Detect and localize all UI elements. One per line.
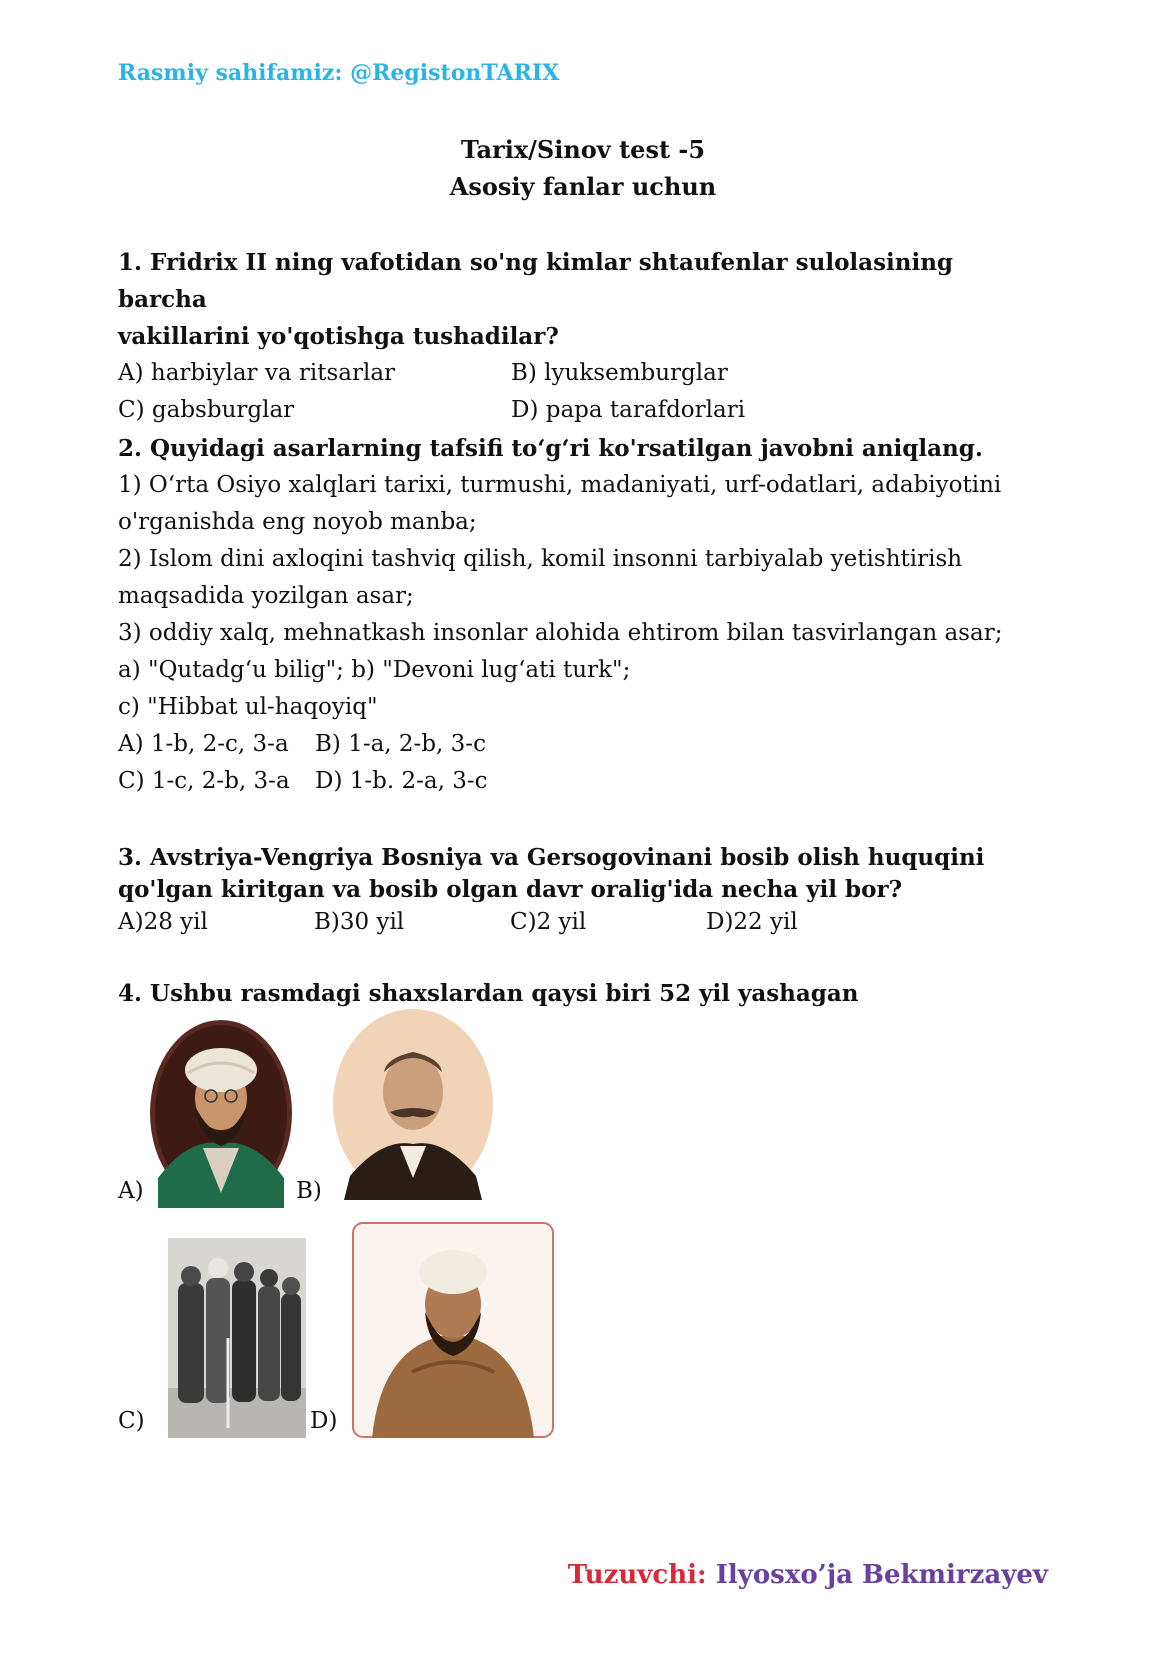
question-1-option-b: B) lyuksemburglar <box>511 360 728 386</box>
question-3-option-d: D)22 yil <box>706 909 798 935</box>
question-1-option-c: C) gabsburglar <box>118 397 295 423</box>
group-photo-c-image <box>168 1238 306 1438</box>
question-3 <box>118 842 1048 938</box>
question-4-text: 4. Ushbu rasmdagi shaxslardan qaysi biri 52 yil yashagan <box>118 980 859 1007</box>
photo-c-label: C) <box>118 1408 145 1434</box>
question-3-option-b: B)30 yil <box>314 909 405 935</box>
question-2-text: 2. Quyidagi asarlarning tafsifi to‘g‘ri ko'rsatilgan javobni aniqlang. <box>118 435 983 462</box>
portrait-a-label: A) <box>118 1178 144 1204</box>
question-3-text: 3. Avstriya-Vengriya Bosniya va Gersogovinani bosib olish huquqini <box>118 844 985 871</box>
question-2-option-b: B) 1-a, 2-b, 3-c <box>315 731 486 757</box>
question-2-option-a: A) 1-b, 2-c, 3-a <box>118 731 289 757</box>
portrait-d-label: D) <box>310 1408 338 1434</box>
question-2-line: o'rganishda eng noyob manba; <box>118 509 477 535</box>
question-3-text-cont: qo'lgan kiritgan va bosib olgan davr oralig'ida necha yil bor? <box>118 876 903 903</box>
portrait-b-label: B) <box>296 1178 322 1204</box>
question-2-line: maqsadida yozilgan asar; <box>118 583 414 609</box>
question-2-line: 1) O‘rta Osiyo xalqlari tarixi, turmushi, madaniyati, urf-odatlari, adabiyotini <box>118 472 1002 498</box>
question-4 <box>118 975 1048 1012</box>
question-3-option-a: A)28 yil <box>118 909 208 935</box>
footer-author-label: Tuzuvchi: <box>567 1560 707 1590</box>
portrait-d-image <box>352 1222 554 1438</box>
header-channel-link[interactable]: Rasmiy sahifamiz: @RegistonTARIX <box>118 60 560 86</box>
question-3-option-c: C)2 yil <box>510 909 587 935</box>
question-1 <box>118 244 1048 429</box>
page-subtitle: Asosiy fanlar uchun <box>449 172 717 201</box>
question-1-text: 1. Fridrix II ning vafotidan so'ng kimlar shtaufenlar sulolasining barcha <box>118 249 954 313</box>
question-1-option-a: A) harbiylar va ritsarlar <box>118 360 396 386</box>
portrait-b-image <box>332 1008 494 1200</box>
question-2-line: a) "Qutadg‘u bilig"; b) "Devoni lug‘ati turk"; <box>118 657 631 683</box>
page-title: Tarix/Sinov test -5 <box>460 135 706 164</box>
question-2-line: 3) oddiy xalq, mehnatkash insonlar alohida ehtirom bilan tasvirlangan asar; <box>118 620 1003 646</box>
question-1-option-d: D) papa tarafdorlari <box>511 397 746 423</box>
portrait-a-image <box>148 1018 294 1208</box>
question-1-text-cont: vakillarini yo'qotishga tushadilar? <box>118 323 559 350</box>
footer-author-name: Ilyosxo’ja Bekmirzayev <box>715 1560 1048 1590</box>
question-2-line: c) "Hibbat ul-haqoyiq" <box>118 694 378 720</box>
question-2-option-d: D) 1-b. 2-a, 3-c <box>315 768 488 794</box>
footer-author <box>568 1560 1048 1590</box>
question-2-line: 2) Islom dini axloqini tashviq qilish, komil insonni tarbiyalab yetishtirish <box>118 546 963 572</box>
question-2 <box>118 430 1048 800</box>
question-2-option-c: C) 1-c, 2-b, 3-a <box>118 768 290 794</box>
